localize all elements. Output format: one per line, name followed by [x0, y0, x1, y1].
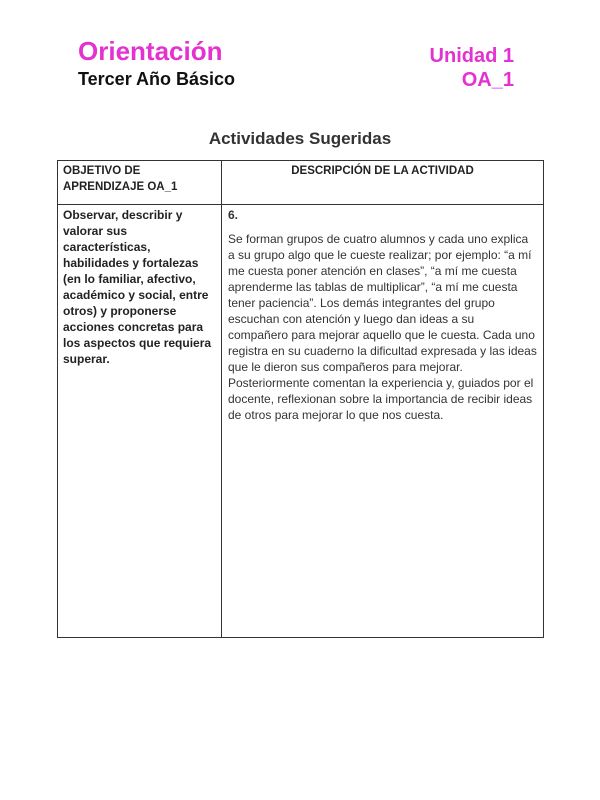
subject-title: Orientación [78, 36, 223, 66]
table-row [58, 205, 544, 638]
table-header-row [58, 161, 544, 205]
objective-cell: Observar, describir y valorar sus características, habilidades y fortalezas (en lo familiar, afectivo, académico y social, entre otros) y proponerse acciones concretas para los aspectos que requiera superar. [58, 205, 222, 638]
activity-number: 6. [228, 208, 239, 222]
oa-label: OA_1 [461, 69, 514, 91]
description-column-header: DESCRIPCIÓN DE LA ACTIVIDAD [222, 161, 544, 205]
activity-text: Se forman grupos de cuatro alumnos y cada uno explica a su grupo algo que le cueste realizar; por ejemplo: “a mí me cuesta poner atención en clases”, “a mí me cuesta aprenderme las tablas de multiplicar”, “a mí me cuesta tener paciencia”. Los demás integrantes del grupo escuchan con atención y luego dan ideas a su compañero para mejorar aquello que le cuesta. Cada uno registra en su cuaderno la dificultad expresada y las ideas que le dieron sus compañeros para mejorar. Posteriormente comentan la experiencia y, guiados por el docente, reflexionan sobre la importancia de recibir ideas de otros para mejorar lo que nos cuesta. [228, 232, 537, 422]
page-header [78, 36, 518, 96]
activities-table [57, 160, 544, 638]
section-title: Actividades Sugeridas [208, 129, 392, 148]
unit-label: Unidad 1 [429, 45, 514, 67]
objective-column-header: OBJETIVO DE APRENDIZAJE OA_1 [58, 161, 222, 205]
description-cell [222, 205, 544, 638]
grade-label: Tercer Año Básico [78, 69, 236, 89]
